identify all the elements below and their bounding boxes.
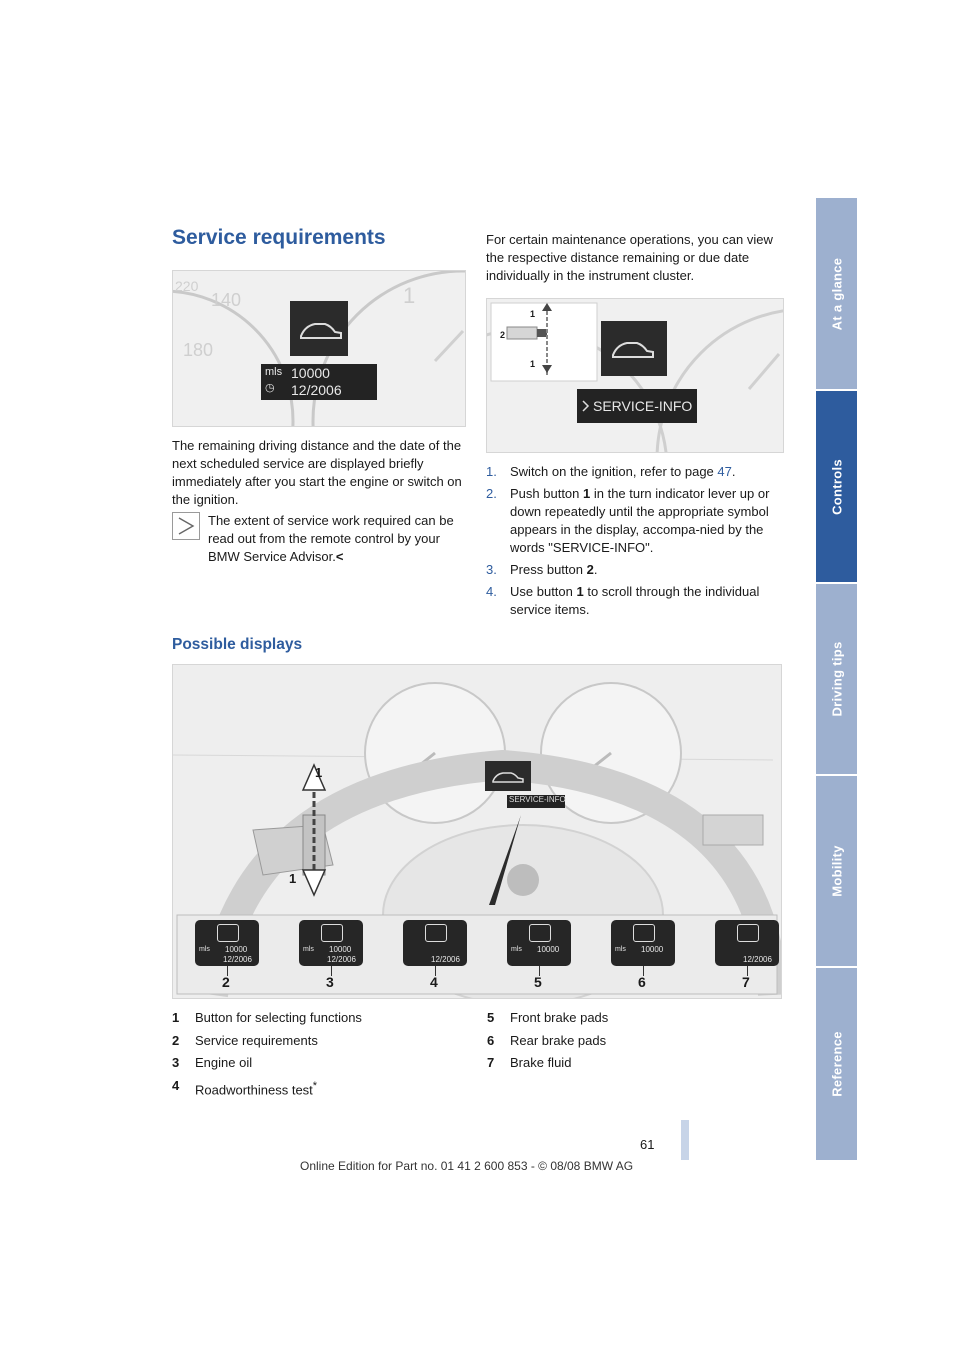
service-symbol-icon bbox=[737, 924, 759, 942]
page-link[interactable]: 47 bbox=[717, 464, 732, 479]
service-symbol-icon bbox=[217, 924, 239, 942]
intro-paragraph: The remaining driving distance and the date of the next scheduled service are displayed briefly immediately after you start the engine or switch on the ignition. bbox=[172, 438, 462, 507]
tab-reference[interactable]: Reference bbox=[816, 968, 857, 1162]
tile-value: 10000 bbox=[329, 945, 352, 954]
service-display-figure bbox=[172, 270, 466, 427]
display-tile bbox=[715, 920, 779, 966]
fig2-service-info-label: SERVICE-INFO bbox=[593, 398, 693, 414]
tile-unit: mls bbox=[199, 946, 210, 953]
service-info-figure bbox=[486, 298, 784, 453]
service-info-illustration bbox=[487, 299, 783, 452]
section-tabs bbox=[816, 198, 857, 1160]
display-tile bbox=[299, 920, 363, 966]
tile-number: 4 bbox=[430, 974, 438, 990]
svg-text:220: 220 bbox=[175, 278, 199, 294]
tab-controls[interactable]: Controls bbox=[816, 391, 857, 584]
fig2-button-down: 1 bbox=[530, 359, 536, 369]
note-paragraph bbox=[172, 512, 464, 566]
tab-driving-tips[interactable]: Driving tips bbox=[816, 584, 857, 776]
step-1: 1. Switch on the ignition, refer to page 47. bbox=[486, 464, 736, 479]
tile-date: 12/2006 bbox=[431, 955, 460, 964]
note-text: The extent of service work required can be read out from the remote control by your BMW Service Advisor. bbox=[208, 513, 454, 564]
arrow-up-label: 1 bbox=[315, 765, 323, 780]
optional-equipment-star: * bbox=[312, 1079, 318, 1092]
step-2: 2. Push button 1 in the turn indicator lever up or down repeatedly until the appropriate symbol appears in the display, accompa-nied by the words "SERVICE-INFO". bbox=[486, 486, 770, 555]
fig1-unit: mls bbox=[265, 366, 283, 378]
svg-text:140: 140 bbox=[211, 290, 242, 310]
display-tile bbox=[195, 920, 259, 966]
svg-text:180: 180 bbox=[183, 340, 214, 360]
display-tile bbox=[611, 920, 675, 966]
fig1-distance: 10000 bbox=[291, 365, 330, 381]
footer-bar bbox=[681, 1120, 689, 1160]
tile-value: 10000 bbox=[641, 945, 664, 954]
tile-date: 12/2006 bbox=[743, 955, 772, 964]
tab-at-a-glance[interactable]: At a glance bbox=[816, 198, 857, 391]
page-number: 61 bbox=[640, 1137, 655, 1152]
cluster-illustration bbox=[173, 271, 465, 426]
tile-number: 7 bbox=[742, 974, 750, 990]
step-3: 3. Press button 2. bbox=[486, 562, 598, 577]
fig1-date: 12/2006 bbox=[291, 382, 342, 398]
tile-unit: mls bbox=[615, 946, 626, 953]
legend-item: 5 Front brake pads bbox=[487, 1010, 609, 1025]
tile-date: 12/2006 bbox=[327, 955, 356, 964]
legend-item: 1 Button for selecting functions bbox=[172, 1010, 362, 1025]
tile-number: 3 bbox=[326, 974, 334, 990]
possible-displays-figure bbox=[172, 664, 782, 999]
tile-number: 5 bbox=[534, 974, 542, 990]
cluster-service-info-label: SERVICE-INFO bbox=[509, 795, 566, 804]
legend-item: 7 Brake fluid bbox=[487, 1055, 572, 1070]
possible-displays-heading: Possible displays bbox=[172, 636, 303, 653]
step-4: 4. Use button 1 to scroll through the individual service items. bbox=[486, 584, 760, 617]
steering-cluster-illustration bbox=[173, 665, 781, 998]
steps-list bbox=[486, 463, 782, 623]
tile-value: 10000 bbox=[537, 945, 560, 954]
tile-unit: mls bbox=[303, 946, 314, 953]
legend-right bbox=[487, 1009, 777, 1077]
display-tile bbox=[507, 920, 571, 966]
tab-mobility[interactable]: Mobility bbox=[816, 776, 857, 968]
service-symbol-icon bbox=[529, 924, 551, 942]
tile-number: 6 bbox=[638, 974, 646, 990]
service-symbol-icon bbox=[425, 924, 447, 942]
footer-text: Online Edition for Part no. 01 41 2 600 853 - © 08/08 BMW AG bbox=[300, 1159, 634, 1173]
tile-number: 2 bbox=[222, 974, 230, 990]
legend-item: 4 Roadworthiness test* bbox=[172, 1077, 318, 1097]
service-symbol-icon bbox=[633, 924, 655, 942]
legend-item: 3 Engine oil bbox=[172, 1055, 253, 1070]
tile-date: 12/2006 bbox=[223, 955, 252, 964]
note-end-mark: < bbox=[335, 549, 344, 564]
legend-item: 2 Service requirements bbox=[172, 1032, 318, 1048]
fig2-button-up: 1 bbox=[530, 309, 536, 319]
tile-unit: mls bbox=[511, 946, 522, 953]
display-tile bbox=[403, 920, 467, 966]
legend-left bbox=[172, 1009, 462, 1099]
right-intro: For certain maintenance operations, you can view the respective distance remaining or due date individually in the instrument cluster. bbox=[486, 232, 773, 283]
page-title: Service requirements bbox=[172, 226, 386, 249]
arrow-down-label: 1 bbox=[289, 871, 297, 886]
tile-value: 10000 bbox=[225, 945, 248, 954]
service-symbol-icon bbox=[321, 924, 343, 942]
legend-item: 6 Rear brake pads bbox=[487, 1032, 607, 1048]
fig2-button-side: 2 bbox=[500, 330, 506, 340]
clock-icon: ◷ bbox=[265, 382, 275, 394]
svg-text:1: 1 bbox=[403, 283, 416, 308]
